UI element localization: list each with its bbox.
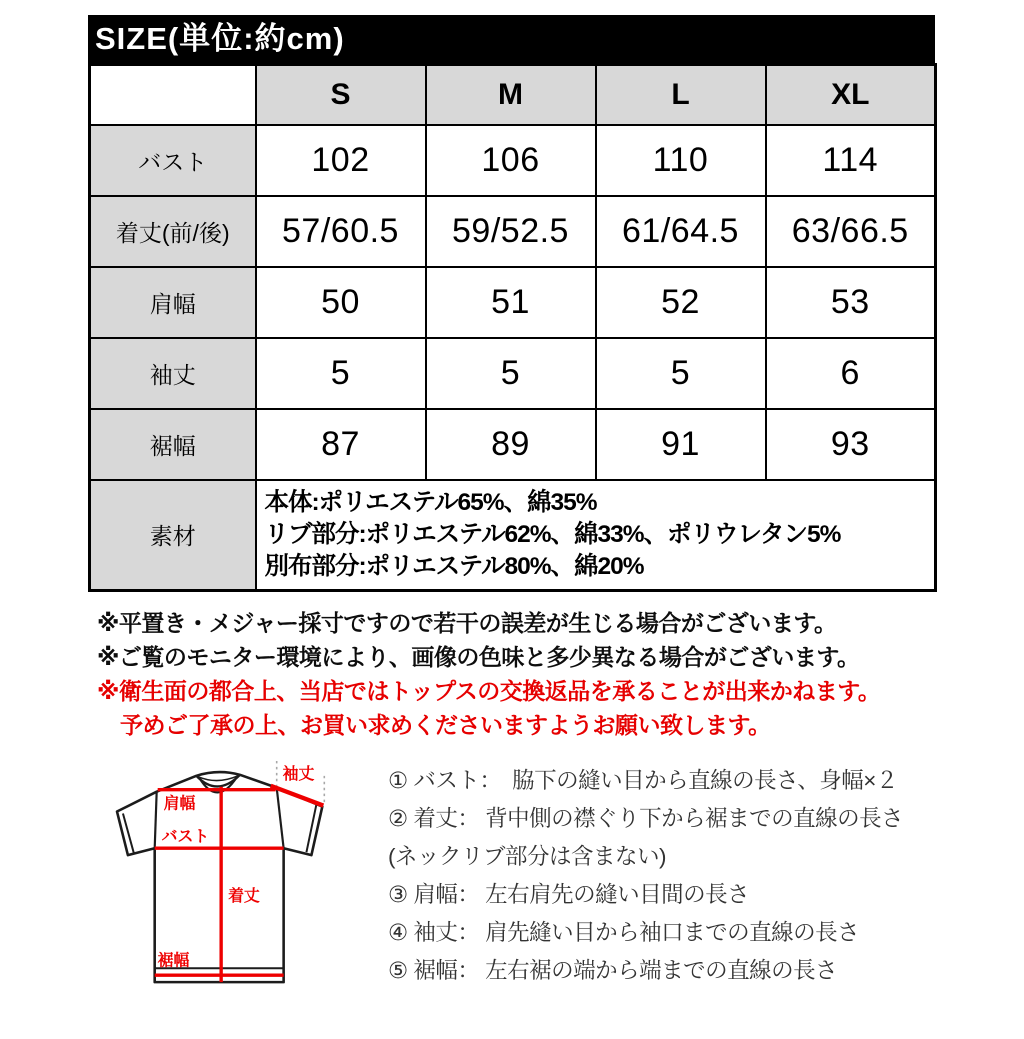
cell-length-xl: 63/66.5 xyxy=(766,196,936,267)
material-line-body: 本体:ポリエステル65%、綿35% xyxy=(264,488,597,516)
notes-section xyxy=(88,606,935,742)
warning-please-understand: 予めご了承の上、お買い求めくださいますようお願い致します。 xyxy=(120,712,771,739)
cell-shoulder-xl: 53 xyxy=(766,267,936,338)
tshirt-measurement-diagram xyxy=(100,754,378,998)
size-table xyxy=(88,63,937,592)
col-header-xl: XL xyxy=(766,65,936,125)
size-title-bar xyxy=(88,15,935,63)
hem-width-label: 裾幅 xyxy=(157,952,190,970)
cell-bust-xl: 114 xyxy=(766,125,936,196)
cell-shoulder-m: 51 xyxy=(426,267,596,338)
guide-line-hem: ⑤ 裾幅： 左右裾の端から端までの直線の長さ xyxy=(388,958,838,984)
material-line-rib: リブ部分:ポリエステル62%、綿33%、ポリウレタン5% xyxy=(264,520,841,548)
row-label-hem: 裾幅 xyxy=(90,409,256,480)
cell-shoulder-s: 50 xyxy=(256,267,426,338)
row-label-bust: バスト xyxy=(90,125,256,196)
col-header-l: L xyxy=(596,65,766,125)
guide-line-bust: ① バスト： 脇下の縫い目から直線の長さ、身幅×２ xyxy=(388,768,898,794)
tshirt-diagram-box xyxy=(88,754,388,1003)
row-label-material: 素材 xyxy=(90,480,256,591)
shoulder-width-label: 肩幅 xyxy=(163,796,196,814)
cell-sleeve-m: 5 xyxy=(426,338,596,409)
cell-bust-s: 102 xyxy=(256,125,426,196)
cell-hem-xl: 93 xyxy=(766,409,936,480)
table-row-shoulder xyxy=(90,267,936,338)
measurement-explanation-section xyxy=(88,754,935,1003)
length-label: 着丈 xyxy=(228,888,260,906)
material-line-other: 別布部分:ポリエステル80%、綿20% xyxy=(264,553,644,581)
measurement-guide-list xyxy=(388,754,903,990)
cell-bust-l: 110 xyxy=(596,125,766,196)
cell-hem-s: 87 xyxy=(256,409,426,480)
sleeve-length-label: 袖丈 xyxy=(282,766,315,784)
size-header-row xyxy=(90,65,936,125)
cell-length-l: 61/64.5 xyxy=(596,196,766,267)
cell-length-m: 59/52.5 xyxy=(426,196,596,267)
guide-line-length: ② 着丈： 背中側の襟ぐり下から裾までの直線の長さ xyxy=(388,806,904,832)
table-row-sleeve xyxy=(90,338,936,409)
cell-shoulder-l: 52 xyxy=(596,267,766,338)
note-measurement-tolerance: ※平置き・メジャー採寸ですので若干の誤差が生じる場合がございます。 xyxy=(97,610,837,637)
size-chart-page xyxy=(88,15,935,1003)
cell-hem-m: 89 xyxy=(426,409,596,480)
page-title: SIZE(単位:約cm) xyxy=(95,21,345,56)
col-header-s: S xyxy=(256,65,426,125)
row-label-sleeve: 袖丈 xyxy=(90,338,256,409)
row-label-length: 着丈(前/後) xyxy=(90,196,256,267)
row-label-shoulder: 肩幅 xyxy=(90,267,256,338)
guide-line-shoulder: ③ 肩幅： 左右肩先の縫い目間の長さ xyxy=(388,882,750,908)
cell-hem-l: 91 xyxy=(596,409,766,480)
material-cell xyxy=(256,480,936,591)
bust-label: バスト xyxy=(161,828,210,846)
corner-cell xyxy=(90,65,256,125)
note-monitor-color: ※ご覧のモニター環境により、画像の色味と多少異なる場合がございます。 xyxy=(97,644,860,671)
cell-length-s: 57/60.5 xyxy=(256,196,426,267)
guide-line-length-note: (ネックリブ部分は含まない) xyxy=(388,844,666,870)
cell-sleeve-s: 5 xyxy=(256,338,426,409)
col-header-m: M xyxy=(426,65,596,125)
table-row-length xyxy=(90,196,936,267)
cell-sleeve-xl: 6 xyxy=(766,338,936,409)
table-row-bust xyxy=(90,125,936,196)
cell-sleeve-l: 5 xyxy=(596,338,766,409)
warning-no-returns: ※衛生面の都合上、当店ではトップスの交換返品を承ることが出来かねます。 xyxy=(97,678,881,705)
guide-line-sleeve: ④ 袖丈： 肩先縫い目から袖口までの直線の長さ xyxy=(388,920,860,946)
table-row-material xyxy=(90,480,936,591)
table-row-hem xyxy=(90,409,936,480)
cell-bust-m: 106 xyxy=(426,125,596,196)
